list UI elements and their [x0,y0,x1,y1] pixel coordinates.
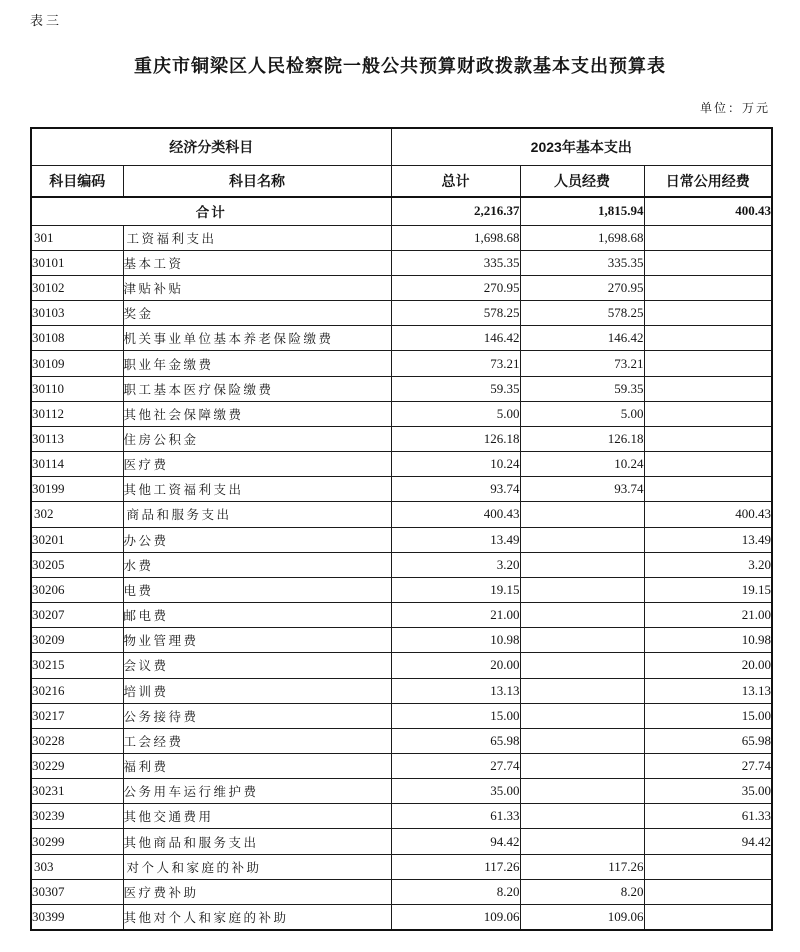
cell-name: 培训费 [123,678,391,703]
cell-code: 30114 [31,452,123,477]
header-subject-code: 科目编码 [31,165,123,197]
cell-name: 奖金 [123,301,391,326]
cell-personnel [520,527,644,552]
cell-personnel [520,829,644,854]
cell-code: 30205 [31,552,123,577]
cell-total: 21.00 [391,603,520,628]
cell-code: 303 [31,854,123,879]
cell-code: 30215 [31,653,123,678]
header-2023-basic-expenditure: 2023年基本支出 [391,128,772,165]
cell-daily: 400.43 [644,502,772,527]
cell-name: 其他社会保障缴费 [123,401,391,426]
cell-name: 对个人和家庭的补助 [123,854,391,879]
table-row [31,628,772,653]
cell-daily [644,477,772,502]
cell-personnel [520,502,644,527]
cell-total: 578.25 [391,301,520,326]
cell-name: 公务用车运行维护费 [123,779,391,804]
cell-name: 水费 [123,552,391,577]
table-row [31,326,772,351]
cell-name: 住房公积金 [123,426,391,451]
cell-daily: 21.00 [644,603,772,628]
header-subject-name: 科目名称 [123,165,391,197]
table-row [31,301,772,326]
cell-daily [644,326,772,351]
cell-total: 73.21 [391,351,520,376]
unit-note: 单位：万元 [699,101,770,115]
cell-name: 其他对个人和家庭的补助 [123,904,391,930]
table-row [31,904,772,930]
cell-daily: 19.15 [644,577,772,602]
cell-total: 1,698.68 [391,225,520,250]
table-row [31,753,772,778]
cell-daily: 94.42 [644,829,772,854]
cell-name: 机关事业单位基本养老保险缴费 [123,326,391,351]
table-body [31,197,772,930]
table-row [31,502,772,527]
cell-total: 109.06 [391,904,520,930]
cell-code: 30206 [31,577,123,602]
cell-total: 335.35 [391,250,520,275]
table-row [31,351,772,376]
cell-name: 其他工资福利支出 [123,477,391,502]
cell-total: 19.15 [391,577,520,602]
table-row [31,703,772,728]
cell-personnel: 10.24 [520,452,644,477]
cell-name: 职业年金缴费 [123,351,391,376]
total-row-total: 2,216.37 [391,197,520,225]
table-row [31,829,772,854]
cell-personnel: 126.18 [520,426,644,451]
budget-table [30,127,773,931]
cell-personnel [520,703,644,728]
cell-daily [644,879,772,904]
table-row [31,477,772,502]
header-daily-public-funds: 日常公用经费 [644,165,772,197]
table-row [31,250,772,275]
total-row-label: 合计 [31,197,391,225]
cell-name: 工会经费 [123,728,391,753]
cell-daily: 20.00 [644,653,772,678]
cell-daily [644,904,772,930]
cell-personnel: 109.06 [520,904,644,930]
cell-code: 30307 [31,879,123,904]
cell-daily [644,376,772,401]
cell-code: 302 [31,502,123,527]
table-row [31,603,772,628]
table-row [31,678,772,703]
cell-code: 30101 [31,250,123,275]
cell-name: 基本工资 [123,250,391,275]
cell-total: 65.98 [391,728,520,753]
cell-personnel [520,804,644,829]
cell-total: 13.13 [391,678,520,703]
table-row [31,452,772,477]
table-row [31,552,772,577]
cell-code: 30109 [31,351,123,376]
header-personnel-funds: 人员经费 [520,165,644,197]
cell-total: 27.74 [391,753,520,778]
cell-name: 电费 [123,577,391,602]
cell-total: 35.00 [391,779,520,804]
cell-daily [644,854,772,879]
cell-total: 93.74 [391,477,520,502]
cell-name: 职工基本医疗保险缴费 [123,376,391,401]
cell-daily: 35.00 [644,779,772,804]
cell-daily: 13.49 [644,527,772,552]
table-row [31,527,772,552]
cell-code: 30217 [31,703,123,728]
cell-daily: 65.98 [644,728,772,753]
cell-name: 物业管理费 [123,628,391,653]
cell-daily: 13.13 [644,678,772,703]
cell-daily [644,301,772,326]
table-header [31,128,772,197]
cell-total: 8.20 [391,879,520,904]
cell-total: 13.49 [391,527,520,552]
cell-daily: 3.20 [644,552,772,577]
cell-personnel: 578.25 [520,301,644,326]
cell-code: 30399 [31,904,123,930]
cell-total: 146.42 [391,326,520,351]
cell-personnel [520,753,644,778]
cell-daily [644,426,772,451]
cell-code: 30102 [31,276,123,301]
cell-total: 15.00 [391,703,520,728]
cell-name: 会议费 [123,653,391,678]
cell-daily [644,276,772,301]
cell-personnel: 117.26 [520,854,644,879]
cell-personnel [520,603,644,628]
cell-total: 10.24 [391,452,520,477]
cell-daily [644,351,772,376]
cell-code: 30239 [31,804,123,829]
cell-personnel: 335.35 [520,250,644,275]
cell-personnel: 270.95 [520,276,644,301]
cell-personnel: 146.42 [520,326,644,351]
table-row [31,276,772,301]
table-row [31,653,772,678]
cell-daily: 27.74 [644,753,772,778]
cell-total: 117.26 [391,854,520,879]
cell-personnel: 59.35 [520,376,644,401]
table-number-label: 表三 [30,14,63,29]
cell-personnel [520,577,644,602]
cell-code: 30113 [31,426,123,451]
total-row [31,197,772,225]
cell-name: 邮电费 [123,603,391,628]
cell-personnel: 5.00 [520,401,644,426]
cell-personnel: 8.20 [520,879,644,904]
table-row [31,376,772,401]
cell-total: 61.33 [391,804,520,829]
cell-daily [644,401,772,426]
cell-code: 30209 [31,628,123,653]
cell-code: 30231 [31,779,123,804]
cell-name: 其他商品和服务支出 [123,829,391,854]
table-row [31,577,772,602]
header-group-row [31,128,772,165]
cell-name: 其他交通费用 [123,804,391,829]
cell-total: 94.42 [391,829,520,854]
cell-total: 3.20 [391,552,520,577]
table-row [31,728,772,753]
total-row-personnel: 1,815.94 [520,197,644,225]
cell-code: 30199 [31,477,123,502]
cell-total: 126.18 [391,426,520,451]
table-row [31,879,772,904]
table-row [31,225,772,250]
table-row [31,779,772,804]
page-title: 重庆市铜梁区人民检察院一般公共预算财政拨款基本支出预算表 [134,56,666,76]
cell-code: 30228 [31,728,123,753]
cell-code: 30299 [31,829,123,854]
cell-name: 医疗费补助 [123,879,391,904]
table-row [31,854,772,879]
cell-code: 301 [31,225,123,250]
header-columns-row [31,165,772,197]
cell-name: 工资福利支出 [123,225,391,250]
cell-code: 30110 [31,376,123,401]
cell-personnel [520,552,644,577]
cell-code: 30108 [31,326,123,351]
cell-daily [644,250,772,275]
cell-daily: 10.98 [644,628,772,653]
table-row [31,426,772,451]
cell-name: 商品和服务支出 [123,502,391,527]
cell-personnel: 73.21 [520,351,644,376]
cell-total: 20.00 [391,653,520,678]
cell-daily: 15.00 [644,703,772,728]
header-economic-classification: 经济分类科目 [31,128,391,165]
cell-name: 津贴补贴 [123,276,391,301]
cell-personnel [520,728,644,753]
cell-total: 5.00 [391,401,520,426]
cell-name: 办公费 [123,527,391,552]
total-row-daily: 400.43 [644,197,772,225]
cell-personnel [520,779,644,804]
cell-code: 30201 [31,527,123,552]
cell-name: 公务接待费 [123,703,391,728]
cell-personnel [520,653,644,678]
cell-name: 医疗费 [123,452,391,477]
cell-total: 400.43 [391,502,520,527]
cell-total: 10.98 [391,628,520,653]
cell-personnel: 93.74 [520,477,644,502]
cell-code: 30112 [31,401,123,426]
cell-total: 270.95 [391,276,520,301]
cell-name: 福利费 [123,753,391,778]
header-total: 总计 [391,165,520,197]
cell-personnel [520,628,644,653]
cell-code: 30103 [31,301,123,326]
cell-total: 59.35 [391,376,520,401]
cell-code: 30216 [31,678,123,703]
cell-daily [644,452,772,477]
table-row [31,401,772,426]
cell-code: 30207 [31,603,123,628]
cell-personnel [520,678,644,703]
cell-code: 30229 [31,753,123,778]
cell-daily: 61.33 [644,804,772,829]
cell-personnel: 1,698.68 [520,225,644,250]
cell-daily [644,225,772,250]
table-row [31,804,772,829]
